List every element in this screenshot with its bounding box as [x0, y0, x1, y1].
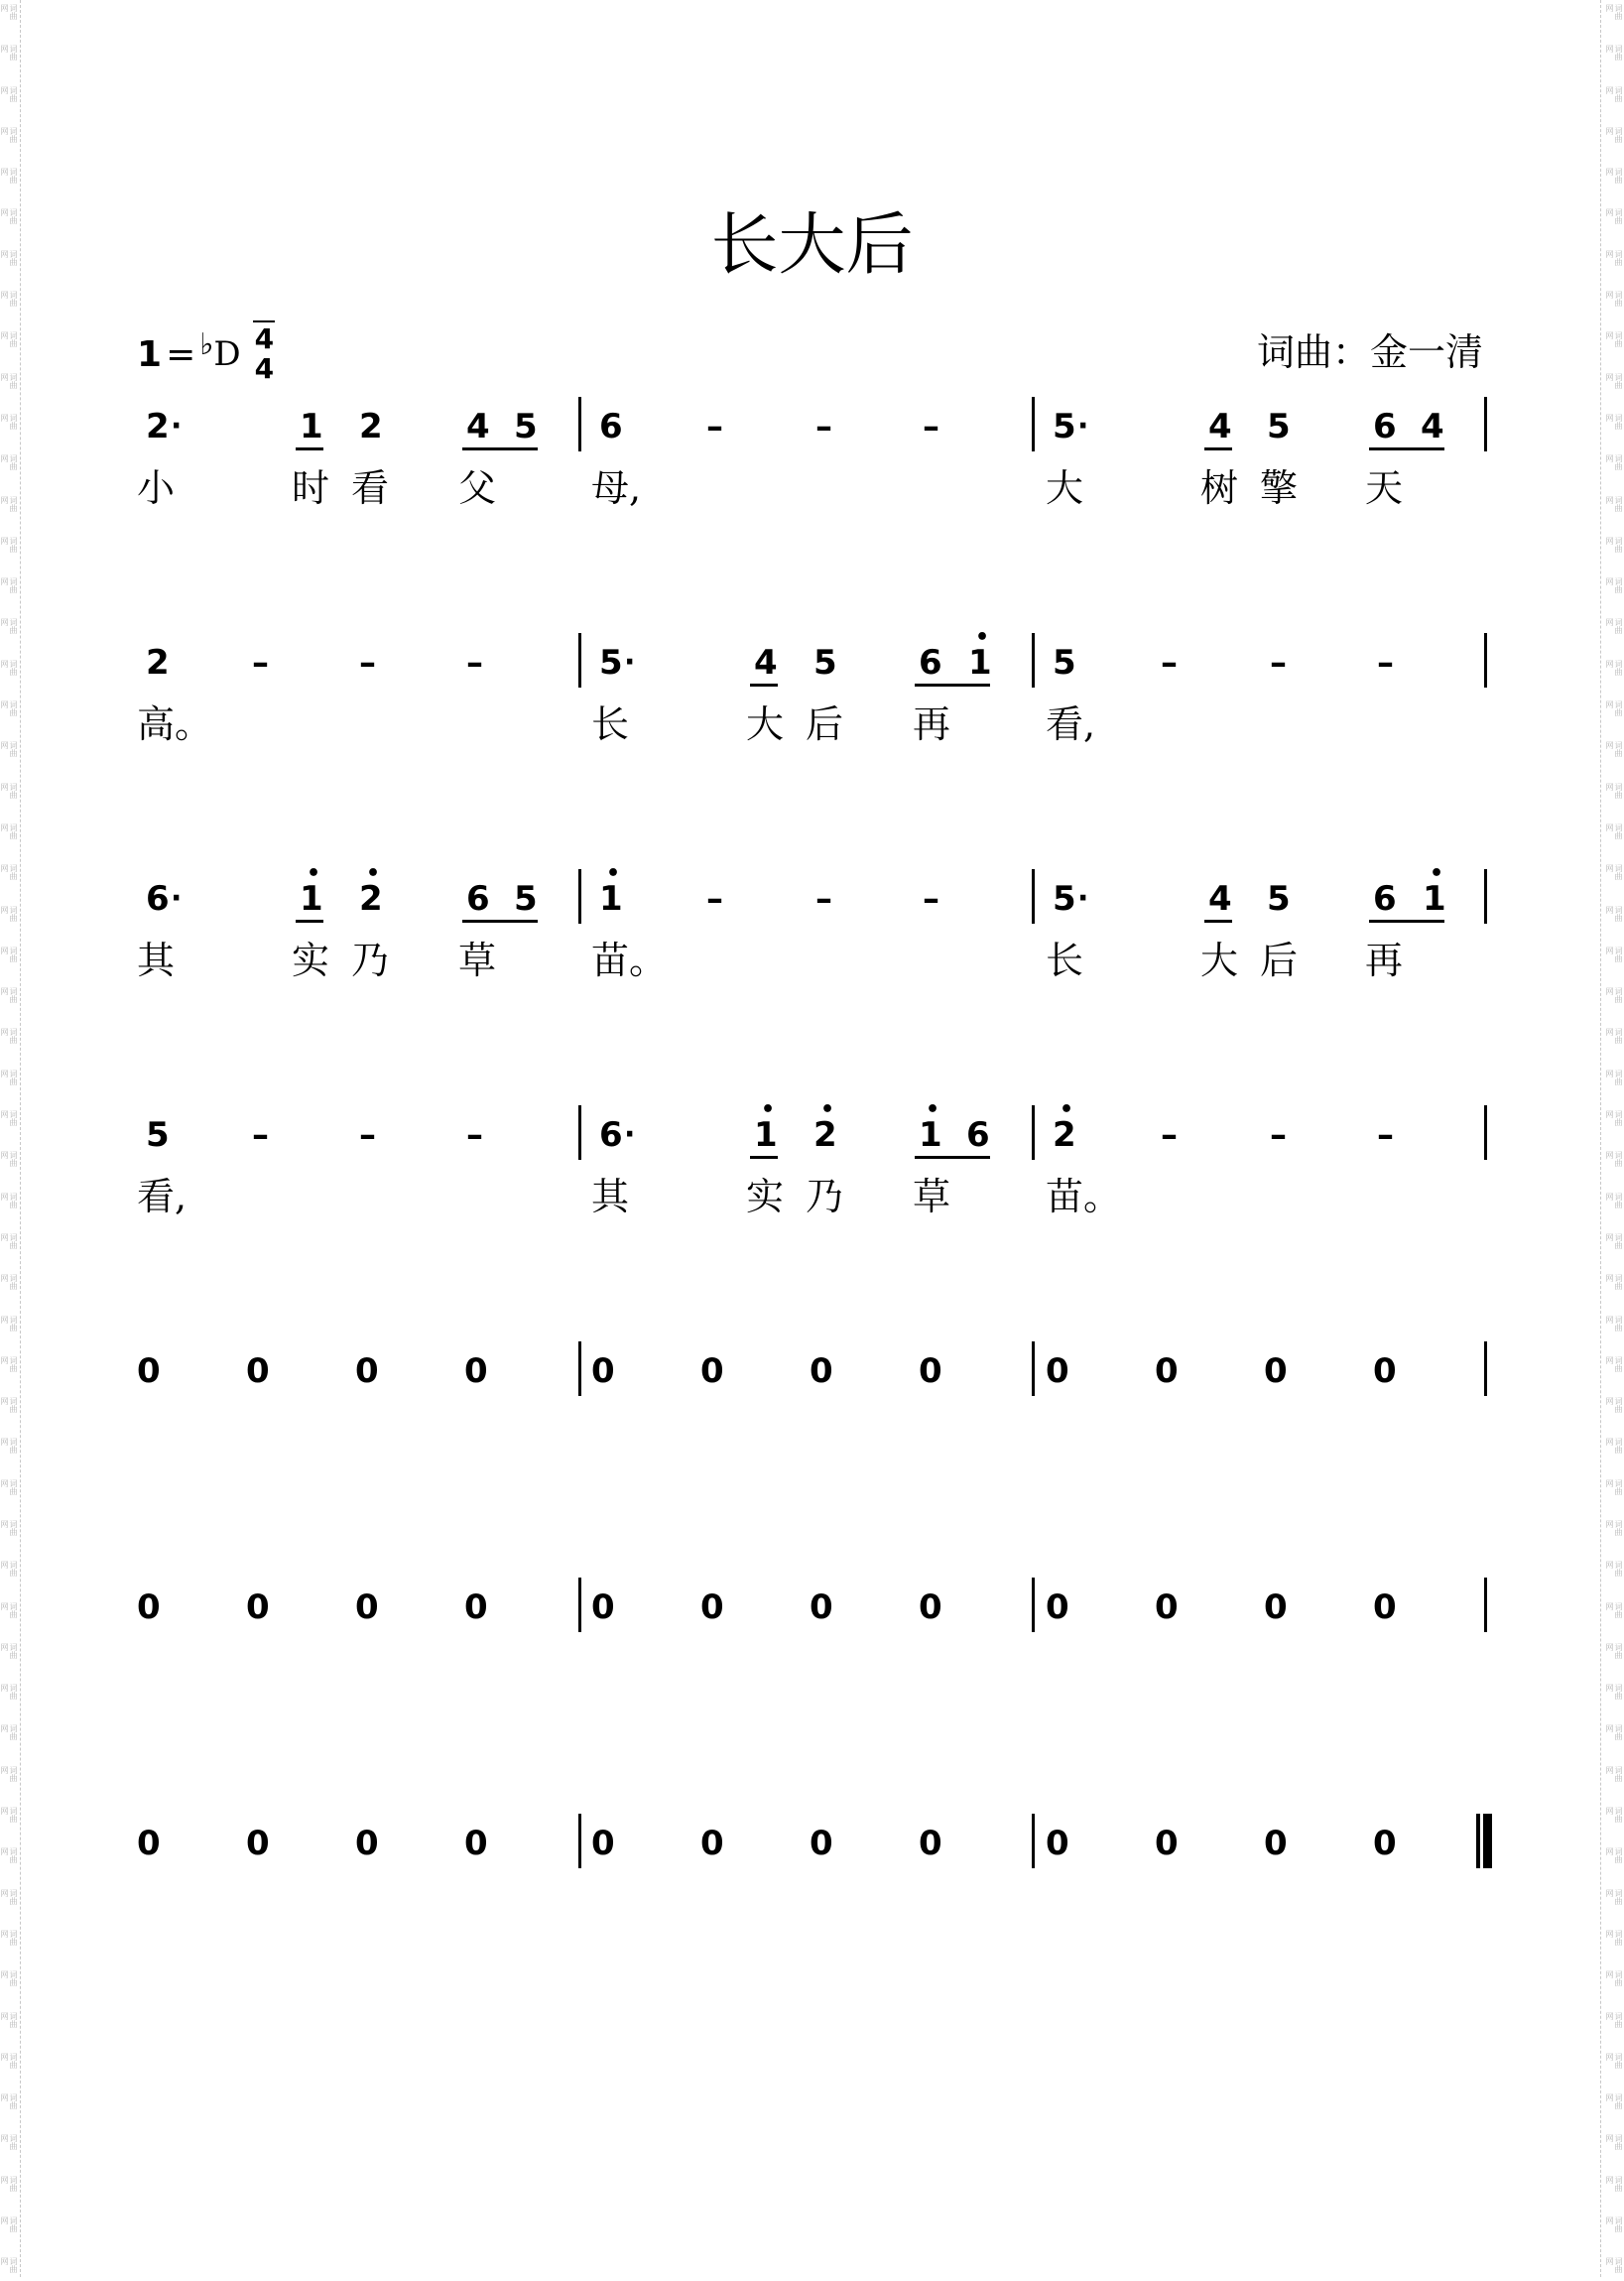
rest: 0: [919, 1351, 942, 1391]
side-watermark: 词曲网: [1605, 741, 1623, 758]
rest: 0: [1046, 1351, 1069, 1391]
lyric: 草: [913, 1175, 951, 1218]
side-watermark: 词曲网: [0, 1807, 18, 1824]
rest: 0: [137, 1824, 161, 1863]
time-signature-line: [253, 320, 275, 322]
lyric: 大: [1200, 939, 1239, 982]
side-watermark: 词曲网: [0, 1069, 18, 1085]
note: 6: [1373, 879, 1397, 919]
dash: –: [1161, 1115, 1178, 1155]
time-signature-top: 4: [254, 322, 275, 355]
note: 5: [1053, 643, 1076, 683]
side-watermark: 词曲网: [1605, 331, 1623, 348]
lyric: 草: [458, 939, 497, 982]
side-watermark: 词曲网: [1605, 372, 1623, 389]
side-watermark: 词曲网: [0, 1438, 18, 1455]
note: 5: [599, 643, 623, 683]
lyric: 母,: [591, 466, 642, 510]
rest: 0: [591, 1587, 615, 1627]
rest: 0: [246, 1587, 270, 1627]
octave-dot: •: [761, 1097, 776, 1122]
lyric: 长: [1046, 939, 1084, 982]
augmentation-dot: ·: [171, 881, 183, 916]
rest: 0: [919, 1587, 942, 1627]
note: 4: [754, 643, 778, 683]
lyric: 后: [806, 702, 844, 746]
side-watermark: 词曲网: [0, 1847, 18, 1864]
side-watermark: 词曲网: [0, 1478, 18, 1495]
lyric: 再: [1365, 939, 1404, 982]
barline: [1484, 1341, 1487, 1396]
side-watermark: 词曲网: [1605, 1724, 1623, 1741]
side-watermark: 词曲网: [1605, 2217, 1623, 2233]
lyric: 乃: [351, 939, 390, 982]
side-watermark: 词曲网: [0, 987, 18, 1004]
side-watermark: 词曲网: [0, 1561, 18, 1578]
lyric: 大: [746, 702, 785, 746]
side-watermark: 词曲网: [0, 741, 18, 758]
side-watermark: 词曲网: [1605, 1642, 1623, 1659]
barline: [1484, 869, 1487, 924]
octave-dot: •: [1060, 1097, 1074, 1122]
lyric: 树: [1200, 466, 1239, 510]
side-watermark: 词曲网: [0, 208, 18, 225]
rest: 0: [591, 1351, 615, 1391]
rest: 0: [246, 1351, 270, 1391]
song-title: 长大后: [710, 206, 914, 285]
rest: 0: [1155, 1587, 1179, 1627]
augmentation-dot: ·: [624, 1117, 636, 1152]
lyric: 看: [351, 466, 390, 510]
side-watermark: 词曲网: [0, 1110, 18, 1127]
barline: [1484, 633, 1487, 688]
underline-beam: [750, 1156, 778, 1159]
side-watermark: 词曲网: [1605, 864, 1623, 881]
lyric: 小: [137, 466, 176, 510]
side-watermark: 词曲网: [1605, 1274, 1623, 1291]
side-watermark: 词曲网: [0, 2011, 18, 2028]
note: 5: [514, 879, 538, 919]
barline: [578, 1578, 581, 1632]
side-watermark: 词曲网: [0, 2052, 18, 2069]
side-watermark: 词曲网: [1605, 454, 1623, 471]
note: 4: [1208, 879, 1232, 919]
side-watermark: 词曲网: [0, 823, 18, 839]
side-watermark: 词曲网: [1605, 126, 1623, 143]
side-watermark: 词曲网: [1605, 1438, 1623, 1455]
side-watermark: 词曲网: [1605, 85, 1623, 102]
barline: [578, 1105, 581, 1160]
side-watermark: 词曲网: [1605, 45, 1623, 62]
rest: 0: [137, 1351, 161, 1391]
barline: [1484, 1105, 1487, 1160]
underline-beam: [1369, 447, 1444, 450]
side-watermark: 词曲网: [0, 454, 18, 471]
key-tonic: D: [213, 334, 241, 374]
side-watermark: 词曲网: [1605, 1355, 1623, 1372]
side-watermark: 词曲网: [0, 1684, 18, 1701]
dash: –: [359, 643, 376, 683]
side-watermark: 词曲网: [0, 1397, 18, 1414]
side-watermark: 词曲网: [1605, 208, 1623, 225]
side-watermark: 词曲网: [1605, 905, 1623, 922]
side-watermark: 词曲网: [1605, 495, 1623, 512]
dash: –: [252, 643, 269, 683]
note: 6: [146, 879, 170, 919]
note: 2: [359, 407, 383, 446]
side-watermark: 词曲网: [1605, 1888, 1623, 1905]
underline-beam: [1369, 920, 1444, 923]
lyric: 后: [1260, 939, 1299, 982]
rest: 0: [464, 1587, 488, 1627]
lyric: 其: [137, 939, 176, 982]
note: 6: [1373, 407, 1397, 446]
rest: 0: [810, 1587, 833, 1627]
underline-beam: [462, 920, 538, 923]
lyric: 父: [458, 466, 497, 510]
dash: –: [466, 643, 483, 683]
dash: –: [1377, 643, 1394, 683]
note-high: 1: [1423, 879, 1446, 919]
underline-beam: [1204, 920, 1232, 923]
barline: [1032, 1578, 1035, 1632]
barline: [1032, 1341, 1035, 1396]
note: 2: [146, 643, 170, 683]
side-watermark: 词曲网: [0, 1765, 18, 1782]
side-watermark: 词曲网: [1605, 168, 1623, 185]
dash: –: [706, 879, 723, 919]
barline: [578, 1341, 581, 1396]
side-watermark: 词曲网: [0, 700, 18, 717]
side-watermark: 词曲网: [0, 1315, 18, 1331]
side-watermark: 词曲网: [1605, 1519, 1623, 1536]
note: 6: [466, 879, 490, 919]
side-watermark: 词曲网: [0, 577, 18, 594]
staff-system-5: [0, 1341, 1624, 1460]
side-watermark: 词曲网: [0, 1028, 18, 1045]
rest: 0: [137, 1587, 161, 1627]
lyric: 再: [913, 702, 951, 746]
dash: –: [252, 1115, 269, 1155]
side-watermark: 词曲网: [0, 1519, 18, 1536]
rest: 0: [700, 1351, 724, 1391]
key-equals: =: [166, 333, 196, 375]
side-watermark: 词曲网: [1605, 618, 1623, 635]
note: 1: [300, 407, 323, 446]
note: 5: [146, 1115, 170, 1155]
side-watermark: 词曲网: [0, 1601, 18, 1618]
note-high: 2: [1053, 1115, 1076, 1155]
note: 5: [1053, 879, 1076, 919]
time-signature-bottom: 4: [254, 352, 275, 385]
side-watermark: 词曲网: [0, 905, 18, 922]
side-watermark: 词曲网: [0, 331, 18, 348]
dash: –: [359, 1115, 376, 1155]
side-watermark: 词曲网: [0, 4, 18, 20]
note: 6: [919, 643, 942, 683]
note: 4: [1421, 407, 1444, 446]
side-watermark: 词曲网: [0, 2175, 18, 2192]
side-watermark: 词曲网: [0, 249, 18, 266]
side-watermark: 词曲网: [0, 782, 18, 799]
note-high: 2: [359, 879, 383, 919]
lyric: 实: [292, 939, 330, 982]
side-watermark: 词曲网: [1605, 1807, 1623, 1824]
side-watermark: 词曲网: [1605, 1929, 1623, 1946]
octave-dot: •: [975, 625, 990, 650]
side-watermark: 词曲网: [0, 168, 18, 185]
rest: 0: [700, 1587, 724, 1627]
underline-beam: [296, 447, 323, 450]
rest: 0: [919, 1824, 942, 1863]
side-watermark: 词曲网: [0, 1151, 18, 1168]
rest: 0: [355, 1351, 379, 1391]
octave-dot: •: [1430, 861, 1444, 886]
augmentation-dot: ·: [624, 645, 636, 680]
lyric: 乃: [806, 1175, 844, 1218]
side-watermark: 词曲网: [1605, 1561, 1623, 1578]
octave-dot: •: [820, 1097, 835, 1122]
rest: 0: [464, 1351, 488, 1391]
lyric: 高。: [137, 702, 213, 746]
flat-sign: ♭: [199, 326, 214, 362]
underline-beam: [750, 684, 778, 687]
octave-dot: •: [307, 861, 321, 886]
side-watermark: 词曲网: [1605, 536, 1623, 553]
side-watermark: 词曲网: [0, 1192, 18, 1208]
final-barline-thin: [1476, 1814, 1480, 1868]
lyric: 苗。: [591, 939, 668, 982]
note: 5: [514, 407, 538, 446]
side-watermark: 词曲网: [0, 618, 18, 635]
dash: –: [923, 407, 939, 446]
underline-beam: [462, 447, 538, 450]
side-watermark: 词曲网: [0, 372, 18, 389]
side-watermark: 词曲网: [1605, 987, 1623, 1004]
lyric: 擎: [1260, 466, 1299, 510]
key-one: 1: [137, 333, 163, 375]
side-watermark: 词曲网: [1605, 2093, 1623, 2110]
rest: 0: [1046, 1587, 1069, 1627]
barline: [1032, 1814, 1035, 1868]
side-watermark: 词曲网: [0, 2257, 18, 2274]
barline: [578, 397, 581, 451]
side-watermark: 词曲网: [0, 1888, 18, 1905]
rest: 0: [1155, 1351, 1179, 1391]
lyric: 长: [591, 702, 630, 746]
rest: 0: [1264, 1351, 1288, 1391]
rest: 0: [1264, 1824, 1288, 1863]
side-watermark: 词曲网: [1605, 1110, 1623, 1127]
side-watermark: 词曲网: [0, 45, 18, 62]
final-barline-thick: [1483, 1814, 1492, 1868]
side-watermark: 词曲网: [0, 2093, 18, 2110]
side-watermark: 词曲网: [1605, 2175, 1623, 2192]
rest: 0: [1373, 1587, 1397, 1627]
dash: –: [1270, 643, 1287, 683]
note: 5: [1053, 407, 1076, 446]
side-watermark: 词曲网: [0, 1970, 18, 1987]
note-high: 1: [599, 879, 623, 919]
side-watermark: 词曲网: [1605, 1970, 1623, 1987]
side-watermark: 词曲网: [0, 1274, 18, 1291]
side-watermark: 词曲网: [0, 1724, 18, 1741]
side-watermark: 词曲网: [0, 85, 18, 102]
side-watermark: 词曲网: [1605, 413, 1623, 430]
side-watermark: 词曲网: [1605, 1232, 1623, 1249]
barline: [578, 633, 581, 688]
rest: 0: [246, 1824, 270, 1863]
lyric: 实: [746, 1175, 785, 1218]
side-watermark: 词曲网: [1605, 1028, 1623, 1045]
side-watermark: 词曲网: [0, 946, 18, 962]
rest: 0: [810, 1824, 833, 1863]
note: 5: [1267, 879, 1291, 919]
barline: [1032, 1105, 1035, 1160]
dash: –: [466, 1115, 483, 1155]
note: 5: [813, 643, 837, 683]
side-watermark: 词曲网: [1605, 4, 1623, 20]
dash: –: [1270, 1115, 1287, 1155]
side-watermark: 词曲网: [1605, 1151, 1623, 1168]
barline: [1032, 869, 1035, 924]
side-watermark: 词曲网: [0, 495, 18, 512]
side-watermark: 词曲网: [1605, 1478, 1623, 1495]
note: 5: [1267, 407, 1291, 446]
barline: [1484, 397, 1487, 451]
lyric: 看,: [1046, 702, 1096, 746]
side-watermark: 词曲网: [1605, 2257, 1623, 2274]
rest: 0: [700, 1824, 724, 1863]
side-watermark: 词曲网: [1605, 2011, 1623, 2028]
side-watermark: 词曲网: [0, 536, 18, 553]
lyric: 其: [591, 1175, 630, 1218]
augmentation-dot: ·: [1077, 881, 1089, 916]
lyric: 天: [1365, 466, 1404, 510]
key-signature: [137, 319, 274, 389]
staff-system-1: [0, 397, 1624, 516]
composer-credit: 词曲：金一清: [1256, 330, 1483, 374]
side-watermark: 词曲网: [0, 1642, 18, 1659]
note: 4: [466, 407, 490, 446]
side-watermark: 词曲网: [1605, 2052, 1623, 2069]
side-watermark: 词曲网: [1605, 1192, 1623, 1208]
underline-beam: [915, 1156, 990, 1159]
staff-system-3: [0, 861, 1624, 988]
note-high: 1: [919, 1115, 942, 1155]
note-high: 1: [754, 1115, 778, 1155]
rest: 0: [1264, 1587, 1288, 1627]
dash: –: [815, 407, 832, 446]
barline: [1484, 1578, 1487, 1632]
barline: [578, 869, 581, 924]
dash: –: [1161, 643, 1178, 683]
lyric: 苗。: [1046, 1175, 1122, 1218]
lyric: 时: [292, 466, 330, 510]
side-watermark: 词曲网: [0, 1355, 18, 1372]
lyric: 大: [1046, 466, 1084, 510]
side-watermark: 词曲网: [1605, 1315, 1623, 1331]
side-watermark: 词曲网: [0, 413, 18, 430]
rest: 0: [810, 1351, 833, 1391]
side-watermark: 词曲网: [1605, 291, 1623, 308]
rest: 0: [464, 1824, 488, 1863]
side-watermark: 词曲网: [0, 1232, 18, 1249]
note-high: 1: [968, 643, 992, 683]
underline-beam: [296, 920, 323, 923]
time-signature: [255, 324, 274, 384]
rest: 0: [1046, 1824, 1069, 1863]
note: 6: [599, 407, 623, 446]
side-watermark: 词曲网: [0, 291, 18, 308]
side-watermark: 词曲网: [0, 2134, 18, 2151]
octave-dot: •: [366, 861, 381, 886]
staff-system-6: [0, 1578, 1624, 1697]
note: 4: [1208, 407, 1232, 446]
side-watermark: 词曲网: [1605, 249, 1623, 266]
side-watermark: 词曲网: [1605, 1069, 1623, 1085]
barline: [578, 1814, 581, 1868]
note-high: 2: [813, 1115, 837, 1155]
barline: [1032, 397, 1035, 451]
side-watermark: 词曲网: [0, 864, 18, 881]
side-watermark: 词曲网: [1605, 823, 1623, 839]
dash: –: [706, 407, 723, 446]
octave-dot: •: [606, 861, 621, 886]
dash: –: [1377, 1115, 1394, 1155]
side-watermark: 词曲网: [0, 126, 18, 143]
rest: 0: [591, 1824, 615, 1863]
side-watermark: 词曲网: [1605, 782, 1623, 799]
rest: 0: [1373, 1824, 1397, 1863]
side-watermark: 词曲网: [1605, 1397, 1623, 1414]
side-watermark: 词曲网: [0, 1929, 18, 1946]
augmentation-dot: ·: [1077, 409, 1089, 444]
rest: 0: [355, 1824, 379, 1863]
side-watermark: 词曲网: [1605, 946, 1623, 962]
side-watermark: 词曲网: [1605, 577, 1623, 594]
staff-system-7: [0, 1814, 1624, 1933]
lyric: 看,: [137, 1175, 187, 1218]
note: 6: [599, 1115, 623, 1155]
side-watermark: 词曲网: [1605, 1847, 1623, 1864]
side-watermark: 词曲网: [1605, 1684, 1623, 1701]
side-watermark: 词曲网: [0, 659, 18, 676]
rest: 0: [1155, 1824, 1179, 1863]
dash: –: [815, 879, 832, 919]
underline-beam: [1204, 447, 1232, 450]
side-watermark: 词曲网: [1605, 659, 1623, 676]
barline: [1032, 633, 1035, 688]
underline-beam: [915, 684, 990, 687]
note-high: 1: [300, 879, 323, 919]
side-watermark: 词曲网: [1605, 1601, 1623, 1618]
augmentation-dot: ·: [171, 409, 183, 444]
octave-dot: •: [926, 1097, 940, 1122]
note: 6: [966, 1115, 990, 1155]
staff-system-4: [0, 1097, 1624, 1224]
side-watermark: 词曲网: [0, 2217, 18, 2233]
side-watermark: 词曲网: [1605, 700, 1623, 717]
dash: –: [923, 879, 939, 919]
side-watermark: 词曲网: [1605, 1765, 1623, 1782]
rest: 0: [355, 1587, 379, 1627]
note: 2: [146, 407, 170, 446]
side-watermark: 词曲网: [1605, 2134, 1623, 2151]
rest: 0: [1373, 1351, 1397, 1391]
